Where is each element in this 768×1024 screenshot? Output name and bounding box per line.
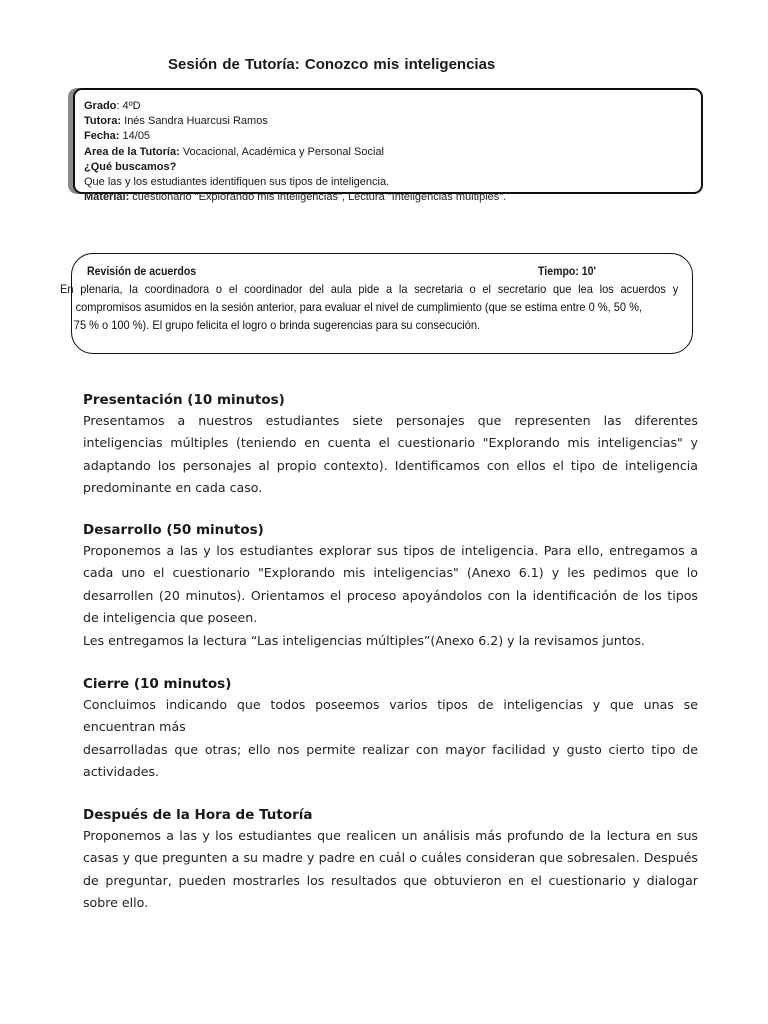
grado-label: Grado	[84, 100, 117, 112]
desarrollo-heading: Desarrollo (50 minutos)	[83, 522, 264, 538]
buscamos-value: Que las y los estudiantes identifiquen sus tipos de inteligencia.	[84, 176, 390, 189]
buscamos-row	[84, 160, 389, 175]
despues-text: Proponemos a las y los estudiantes que realicen un análisis más profundo de la lectura en sus casas y que pregunten a su madre y padre en cuál o cuáles consideran que sobresalen. Después de preguntar, pueden mostrarles los resultados que obtuvieron en el cuestionario y dialogar sobre ello.	[83, 828, 698, 911]
desarrollo-text-2: Les entregamos la lectura “Las inteligencias múltiples”(Anexo 6.2) y la revisamos juntos.	[83, 632, 645, 648]
fecha-label: Fecha:	[84, 130, 120, 143]
session-info-lines	[84, 99, 389, 190]
revision-line-2: compromisos asumidos en la sesión anterior, para evaluar el nivel de cumplimiento (que se estima entre 0 %, 50 %,	[75, 300, 643, 314]
fecha-row	[84, 129, 389, 144]
revision-line-3: 75 % o 100 %). El grupo felicita el logro o brinda sugerencias para su consecución.	[73, 318, 481, 332]
material-value: cuestionario "Explorando mis inteligencias", Lectura "Inteligencias múltiples".	[129, 191, 507, 203]
grado-row	[84, 99, 389, 114]
section-cierre	[83, 674, 698, 784]
fecha-value: 14/05	[119, 130, 151, 143]
tutora-value: Inés Sandra Huarcusi Ramos	[121, 115, 268, 128]
revision-line-1: En plenaria, la coordinadora o el coordinador del aula pide a la secretaria o el secretario que lea los acuerdos y	[60, 282, 679, 296]
cierre-text: Concluimos indicando que todos poseemos varios tipos de inteligencias y que unas se encuentran más	[83, 697, 698, 735]
section-desarrollo	[83, 520, 698, 652]
cierre-heading: Cierre (10 minutos)	[83, 676, 232, 692]
revision-time: Tiempo: 10'	[538, 264, 597, 278]
despues-heading: Después de la Hora de Tutoría	[83, 807, 313, 823]
area-value: Vocacional, Académica y Personal Social	[179, 145, 384, 158]
section-despues	[83, 805, 698, 915]
desarrollo-text: Proponemos a las y los estudiantes explorar sus tipos de inteligencia. Para ello, entregamos a cada uno el cuestionario "Explorando mis inteligencias" (Anexo 6.1) y les pedimos que lo desarrollen (20 minutos). Orientamos el proceso apoyándolos con la identificación de los tipos de inteligencia que poseen.	[83, 543, 698, 626]
area-row	[84, 145, 389, 160]
buscamos-label: ¿Qué buscamos?	[84, 160, 177, 173]
tutora-label: Tutora:	[84, 115, 122, 128]
page-title: Sesión de Tutoría: Conozco mis inteligencias	[168, 56, 496, 73]
material-row	[84, 191, 506, 203]
area-label: Area de la Tutoría:	[84, 145, 180, 158]
revision-title: Revisión de acuerdos	[87, 264, 197, 278]
material-label: Material:	[84, 191, 130, 203]
revision-text	[60, 280, 678, 334]
tutora-row	[84, 114, 389, 129]
presentacion-heading: Presentación (10 minutos)	[83, 392, 285, 408]
cierre-text-2: desarrolladas que otras; ello nos permite realizar con mayor facilidad y gusto cierto tipo de actividades.	[83, 741, 698, 780]
section-presentacion	[83, 390, 698, 500]
presentacion-text: Presentamos a nuestros estudiantes siete personajes que representen las diferentes inteligencias múltiples (teniendo en cuenta el cuestionario "Explorando mis inteligencias" y adaptando los personajes al propio contexto). Identificamos con ellos el tipo de inteligencia predominante en cada caso.	[83, 413, 698, 496]
session-info-box	[73, 88, 703, 194]
grado-value: : 4ºD	[116, 100, 141, 112]
